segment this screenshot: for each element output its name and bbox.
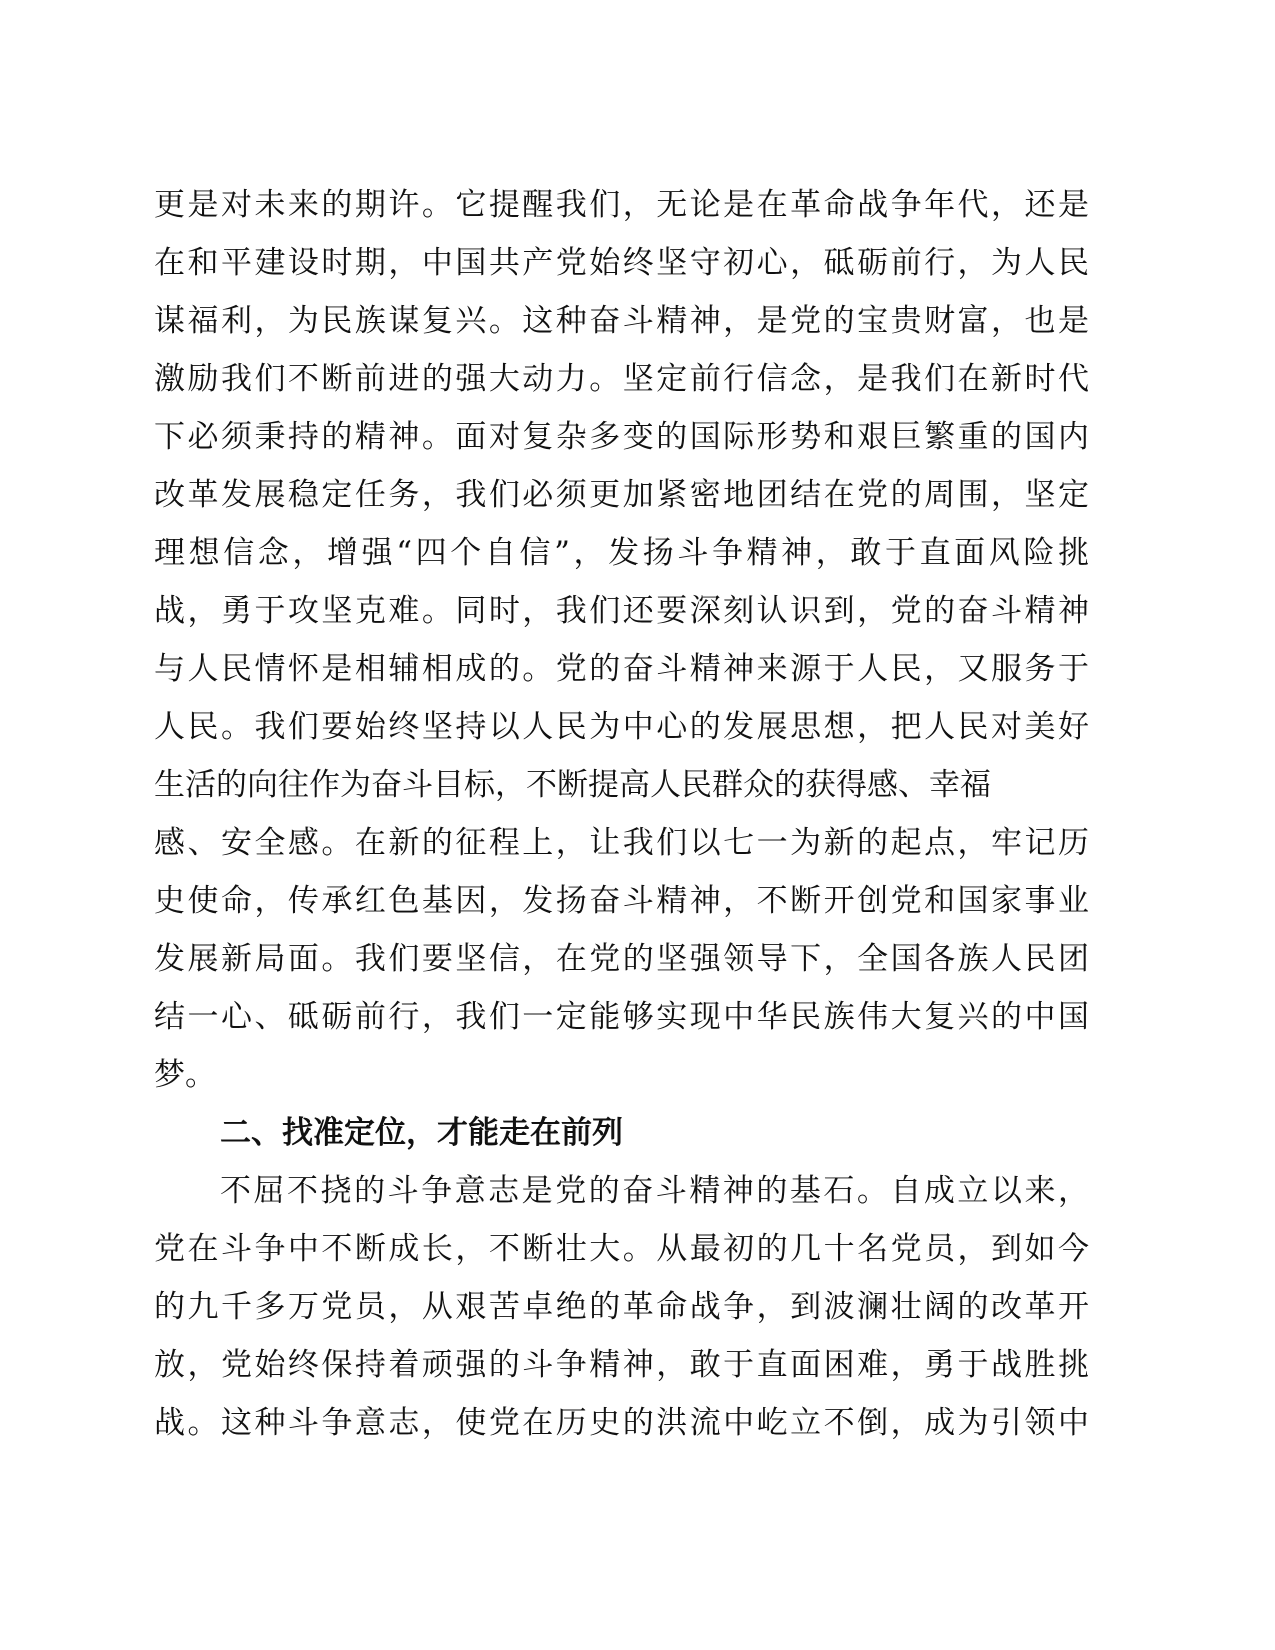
- text-line: 生活的向往作为奋斗目标，不断提高人民群众的获得感、幸福: [154, 767, 991, 803]
- text-line: 放，党始终保持着顽强的斗争精神，敢于直面困难，勇于战胜挑: [154, 1347, 1089, 1383]
- text-line: 在和平建设时期，中国共产党始终坚守初心，砥砺前行，为人民: [154, 245, 1089, 281]
- text-line: 不屈不挠的斗争意志是党的奋斗精神的基石。自成立以来，: [220, 1173, 1089, 1209]
- text-line: 下必须秉持的精神。面对复杂多变的国际形势和艰巨繁重的国内: [154, 419, 1089, 455]
- text-line: 更是对未来的期许。它提醒我们，无论是在革命战争年代，还是: [154, 187, 1089, 223]
- text-line: 改革发展稳定任务，我们必须更加紧密地团结在党的周围，坚定: [154, 477, 1089, 513]
- paragraph-1: [154, 176, 1089, 1104]
- text-line: 谋福利，为民族谋复兴。这种奋斗精神，是党的宝贵财富，也是: [154, 303, 1089, 339]
- text-line: 战。这种斗争意志，使党在历史的洪流中屹立不倒，成为引领中: [154, 1405, 1089, 1441]
- section-heading: 二、找准定位，才能走在前列: [220, 1115, 623, 1151]
- text-line: 感、安全感。在新的征程上，让我们以七一为新的起点，牢记历: [154, 825, 1089, 861]
- text-line: 发展新局面。我们要坚信，在党的坚强领导下，全国各族人民团: [154, 941, 1089, 977]
- text-line: 战，勇于攻坚克难。同时，我们还要深刻认识到，党的奋斗精神: [154, 593, 1089, 629]
- document-page: [154, 176, 1089, 1452]
- text-line: 激励我们不断前进的强大动力。坚定前行信念，是我们在新时代: [154, 361, 1089, 397]
- text-line: 理想信念，增强“四个自信”，发扬斗争精神，敢于直面风险挑: [154, 535, 1089, 571]
- text-line: 党在斗争中不断成长，不断壮大。从最初的几十名党员，到如今: [154, 1231, 1089, 1267]
- text-line: 与人民情怀是相辅相成的。党的奋斗精神来源于人民，又服务于: [154, 651, 1089, 687]
- text-line: 结一心、砥砺前行，我们一定能够实现中华民族伟大复兴的中国: [154, 999, 1089, 1035]
- text-line: 的九千多万党员，从艰苦卓绝的革命战争，到波澜壮阔的改革开: [154, 1289, 1089, 1325]
- text-line: 史使命，传承红色基因，发扬奋斗精神，不断开创党和国家事业: [154, 883, 1089, 919]
- text-line: 人民。我们要始终坚持以人民为中心的发展思想，把人民对美好: [154, 709, 1089, 745]
- text-line: 梦。: [154, 1057, 216, 1093]
- paragraph-2: [154, 1162, 1089, 1452]
